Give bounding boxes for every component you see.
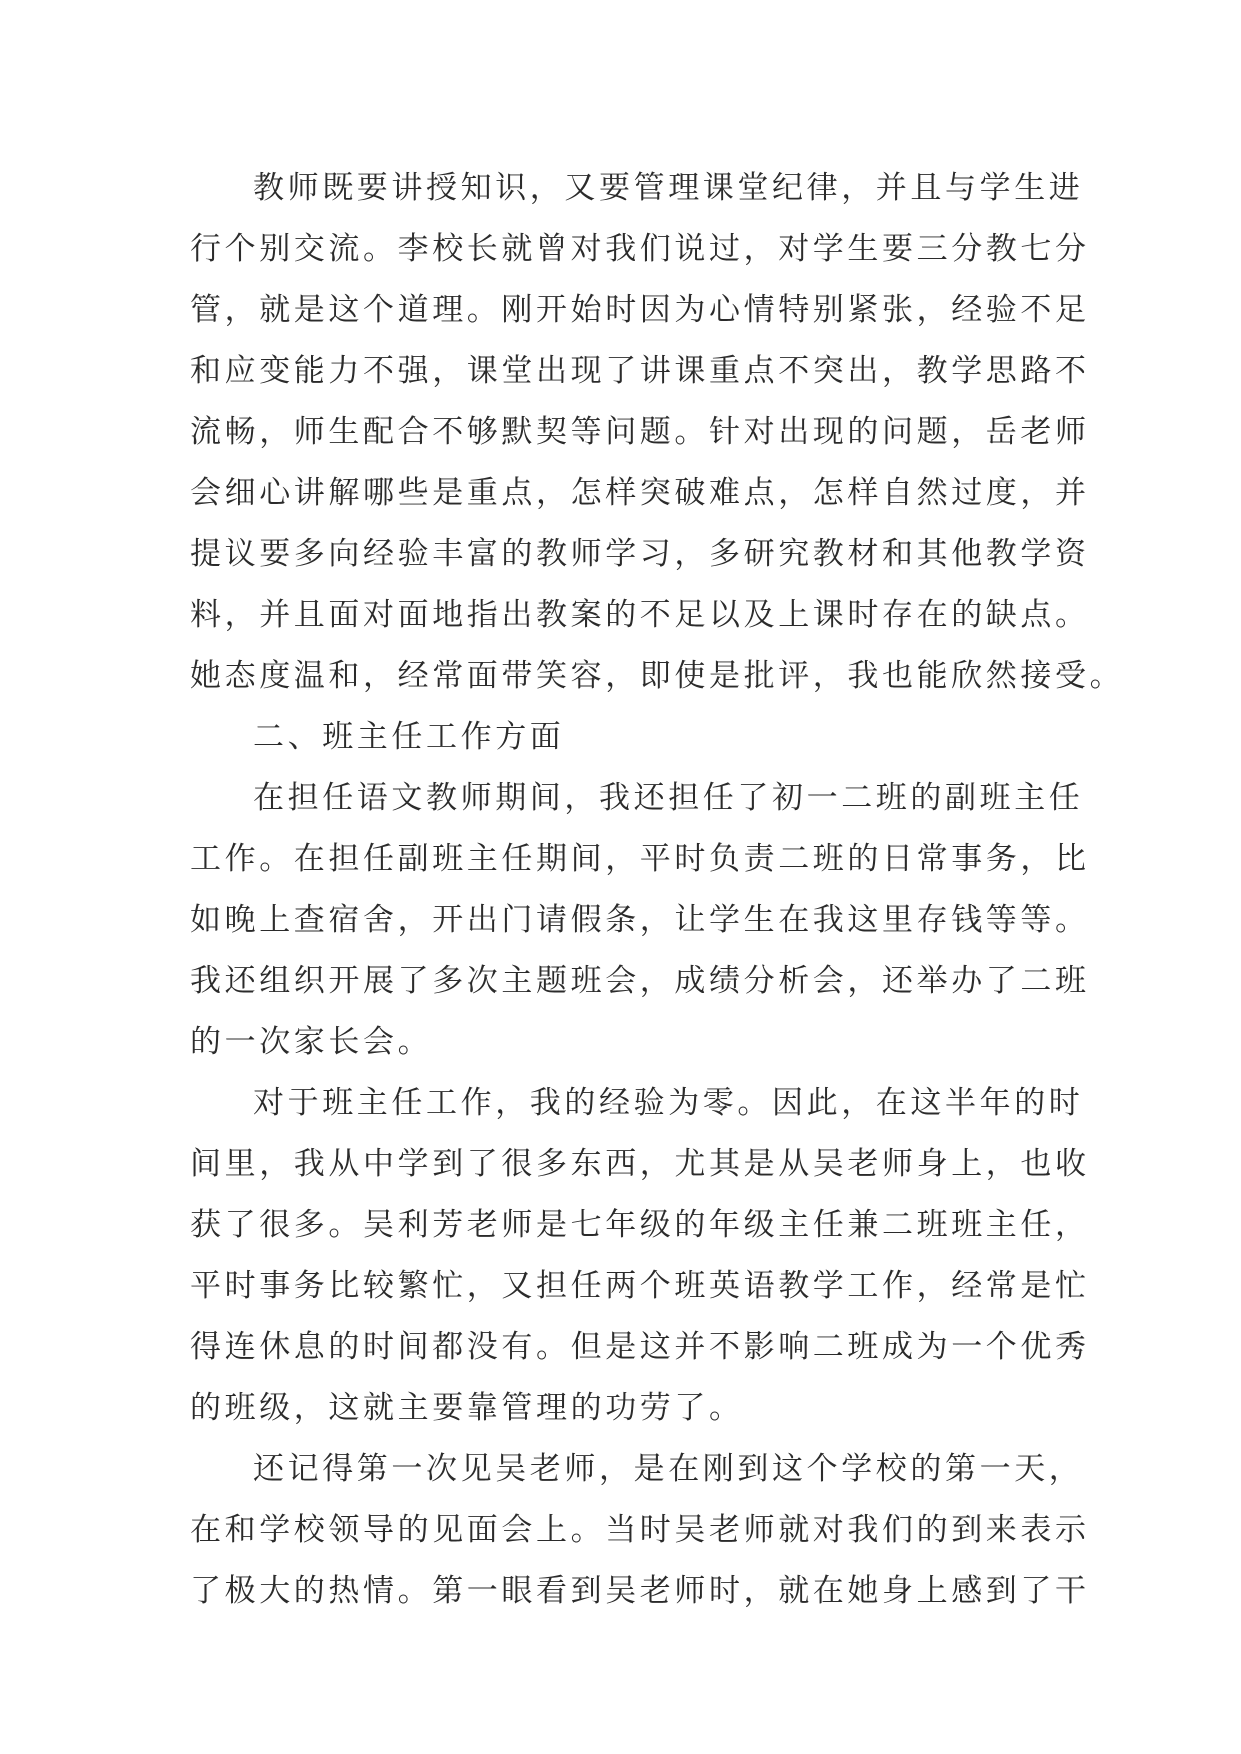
text-line: 得连休息的时间都没有。但是这并不影响二班成为一个优秀: [190, 1329, 1090, 1365]
text-line: 流畅，师生配合不够默契等问题。针对出现的问题，岳老师: [190, 414, 1090, 450]
text-line: 提议要多向经验丰富的教师学习，多研究教材和其他教学资: [190, 536, 1090, 572]
text-line: 在担任语文教师期间，我还担任了初一二班的副班主任: [253, 780, 1084, 816]
body-text: [190, 158, 1125, 1622]
text-line: 她态度温和，经常面带笑容，即使是批评，我也能欣然接受。: [190, 658, 1125, 694]
text-line: 平时事务比较繁忙，又担任两个班英语教学工作，经常是忙: [190, 1268, 1090, 1304]
text-line: 的班级，这就主要靠管理的功劳了。: [190, 1390, 744, 1426]
text-line: 料，并且面对面地指出教案的不足以及上课时存在的缺点。: [190, 597, 1090, 633]
text-line: 会细心讲解哪些是重点，怎样突破难点，怎样自然过度，并: [190, 475, 1090, 511]
text-line: 如晚上查宿舍，开出门请假条，让学生在我这里存钱等等。: [190, 902, 1090, 938]
text-line: 教师既要讲授知识，又要管理课堂纪律，并且与学生进: [253, 170, 1084, 206]
text-line: 和应变能力不强，课堂出现了讲课重点不突出，教学思路不: [190, 353, 1090, 389]
section-heading: 二、班主任工作方面: [253, 719, 565, 755]
text-line: 间里，我从中学到了很多东西，尤其是从吴老师身上，也收: [190, 1146, 1090, 1182]
text-line: 了极大的热情。第一眼看到吴老师时，就在她身上感到了干: [190, 1573, 1090, 1609]
text-line: 我还组织开展了多次主题班会，成绩分析会，还举办了二班: [190, 963, 1090, 999]
text-line: 行个别交流。李校长就曾对我们说过，对学生要三分教七分: [190, 231, 1090, 267]
text-line: 在和学校领导的见面会上。当时吴老师就对我们的到来表示: [190, 1512, 1090, 1548]
text-line: 工作。在担任副班主任期间，平时负责二班的日常事务，比: [190, 841, 1090, 877]
text-line: 还记得第一次见吴老师，是在刚到这个学校的第一天，: [253, 1451, 1084, 1487]
text-line: 获了很多。吴利芳老师是七年级的年级主任兼二班班主任，: [190, 1207, 1090, 1243]
text-line: 的一次家长会。: [190, 1024, 433, 1060]
text-line: 对于班主任工作，我的经验为零。因此，在这半年的时: [253, 1085, 1084, 1121]
text-line: 管，就是这个道理。刚开始时因为心情特别紧张，经验不足: [190, 292, 1090, 328]
